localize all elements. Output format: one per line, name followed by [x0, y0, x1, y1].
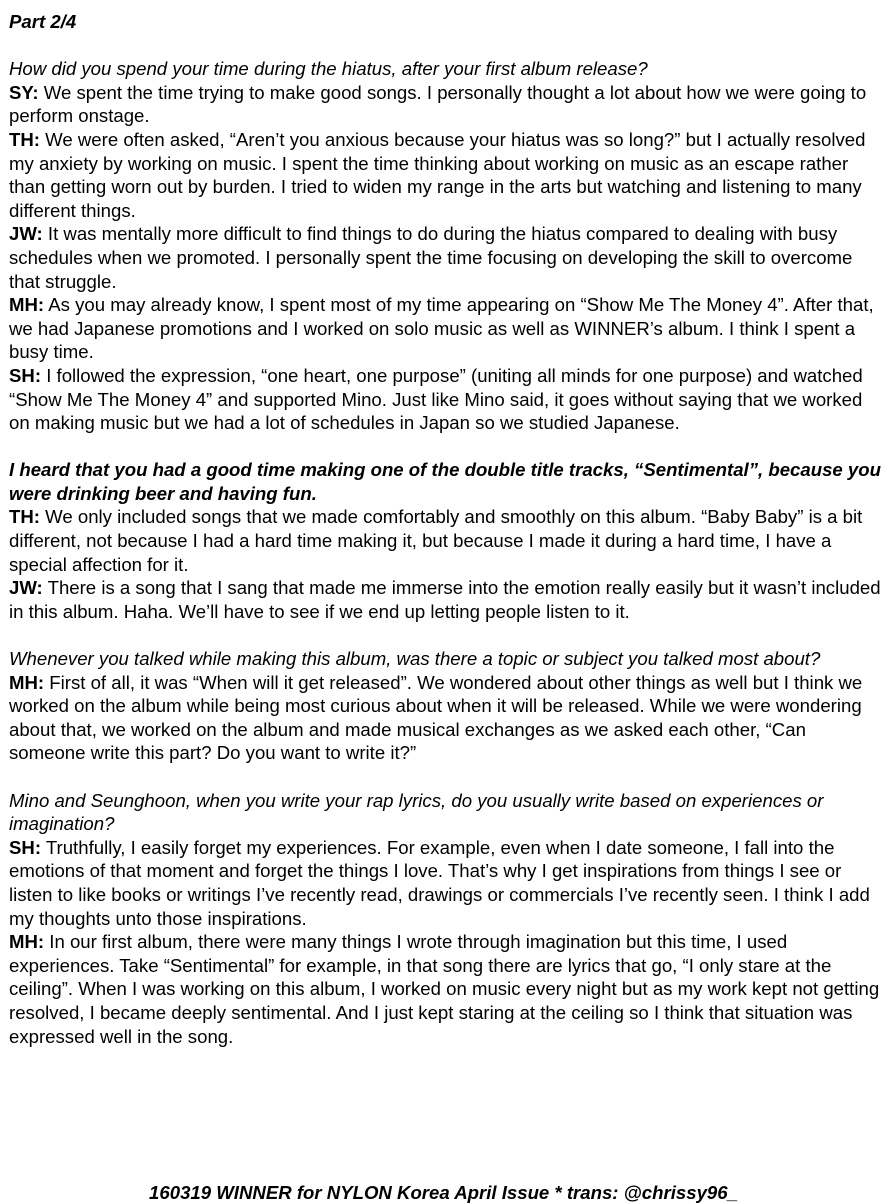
speaker-label: JW:	[9, 223, 43, 245]
speaker-label: MH:	[9, 671, 45, 693]
answer-text: In our first album, there were many things I wrote through imagination but this time, I used experiences. Take “Sentimental” for example, in that song there are lyrics that go, “I only stare at the ceiling”. When I was working on this album, I worked on music every night but as my work kept not getting resolved, I became deeply sentimental. And I just kept staring at the ceiling so I think that situation was expressed well in the song.	[9, 931, 880, 1047]
answer-text: We spent the time trying to make good songs. I personally thought a lot about how we were going to perform onstage.	[9, 81, 867, 127]
answer-text: There is a song that I sang that made me immerse into the emotion really easily but it wasn’t included in this album. Haha. We’ll have to see if we end up letting people listen to it.	[9, 577, 881, 622]
document-page	[9, 10, 881, 1072]
answer	[9, 81, 881, 128]
qa-section-topic	[9, 647, 881, 765]
answer	[9, 671, 881, 765]
speaker-label: TH:	[9, 128, 40, 150]
part-title: Part 2/4	[9, 11, 77, 32]
answer-text: We only included songs that we made comfortably and smoothly on this album. “Baby Baby” is a bit different, not because I had a hard time making it, but because I made it during a hard time, I have a special affection for it.	[9, 506, 863, 575]
answer-text: It was mentally more difficult to find things to do during the hiatus compared to dealing with busy schedules when we promoted. I personally spent the time focusing on developing the skill to overcome that struggle.	[9, 223, 853, 292]
answer	[9, 364, 881, 435]
question: Mino and Seunghoon, when you write your rap lyrics, do you usually write based on experiences or imagination?	[9, 789, 824, 835]
qa-section-rap-lyrics	[9, 789, 881, 1049]
question: I heard that you had a good time making one of the double title tracks, “Sentimental”, because you were drinking beer and having fun.	[9, 459, 881, 504]
answer-text: We were often asked, “Aren’t you anxious because your hiatus was so long?” but I actually resolved my anxiety by working on music. I spent the time thinking about working on music as an escape rather than getting worn out by burden. I tried to widen my range in the arts but watching and listening to many different things.	[9, 128, 866, 221]
speaker-label: SY:	[9, 81, 39, 103]
answer	[9, 128, 881, 222]
answer	[9, 576, 881, 623]
question: Whenever you talked while making this album, was there a topic or subject you talked most about?	[9, 648, 821, 670]
translation-credit: 160319 WINNER for NYLON Korea April Issue * trans: @chrissy96_	[149, 1181, 738, 1203]
answer-text: First of all, it was “When will it get released”. We wondered about other things as well but I think we worked on the album while being most curious about when it will be released. While we were wondering about that, we worked on the album and made musical exchanges as we asked each other, “Can someone write this part? Do you want to write it?”	[9, 671, 863, 764]
answer-text: As you may already know, I spent most of my time appearing on “Show Me The Money 4”. After that, we had Japanese promotions and I worked on solo music as well as WINNER’s album. I think I spent a busy time.	[9, 294, 874, 363]
answer	[9, 836, 881, 930]
speaker-label: TH:	[9, 506, 40, 528]
speaker-label: JW:	[9, 577, 43, 599]
speaker-label: SH:	[9, 836, 42, 858]
answer	[9, 222, 881, 293]
qa-section-sentimental	[9, 458, 881, 623]
answer-text: I followed the expression, “one heart, one purpose” (uniting all minds for one purpose) and watched “Show Me The Money 4” and supported Mino. Just like Mino said, it goes without saying that we worked on making music but we had a lot of schedules in Japan so we studied Japanese.	[9, 364, 863, 434]
question: How did you spend your time during the hiatus, after your first album release?	[9, 58, 648, 80]
speaker-label: MH:	[9, 294, 45, 316]
qa-section-hiatus	[9, 57, 881, 435]
speaker-label: SH:	[9, 364, 42, 386]
answer	[9, 505, 881, 576]
speaker-label: MH:	[9, 931, 45, 953]
answer	[9, 293, 881, 364]
answer-text: Truthfully, I easily forget my experiences. For example, even when I date someone, I fall into the emotions of that moment and forget the things I love. That’s why I get inspirations from things I see or listen to like books or writings I’ve recently read, drawings or commercials I’ve recently seen. I think I add my thoughts unto those inspirations.	[9, 836, 870, 929]
answer	[9, 930, 881, 1048]
